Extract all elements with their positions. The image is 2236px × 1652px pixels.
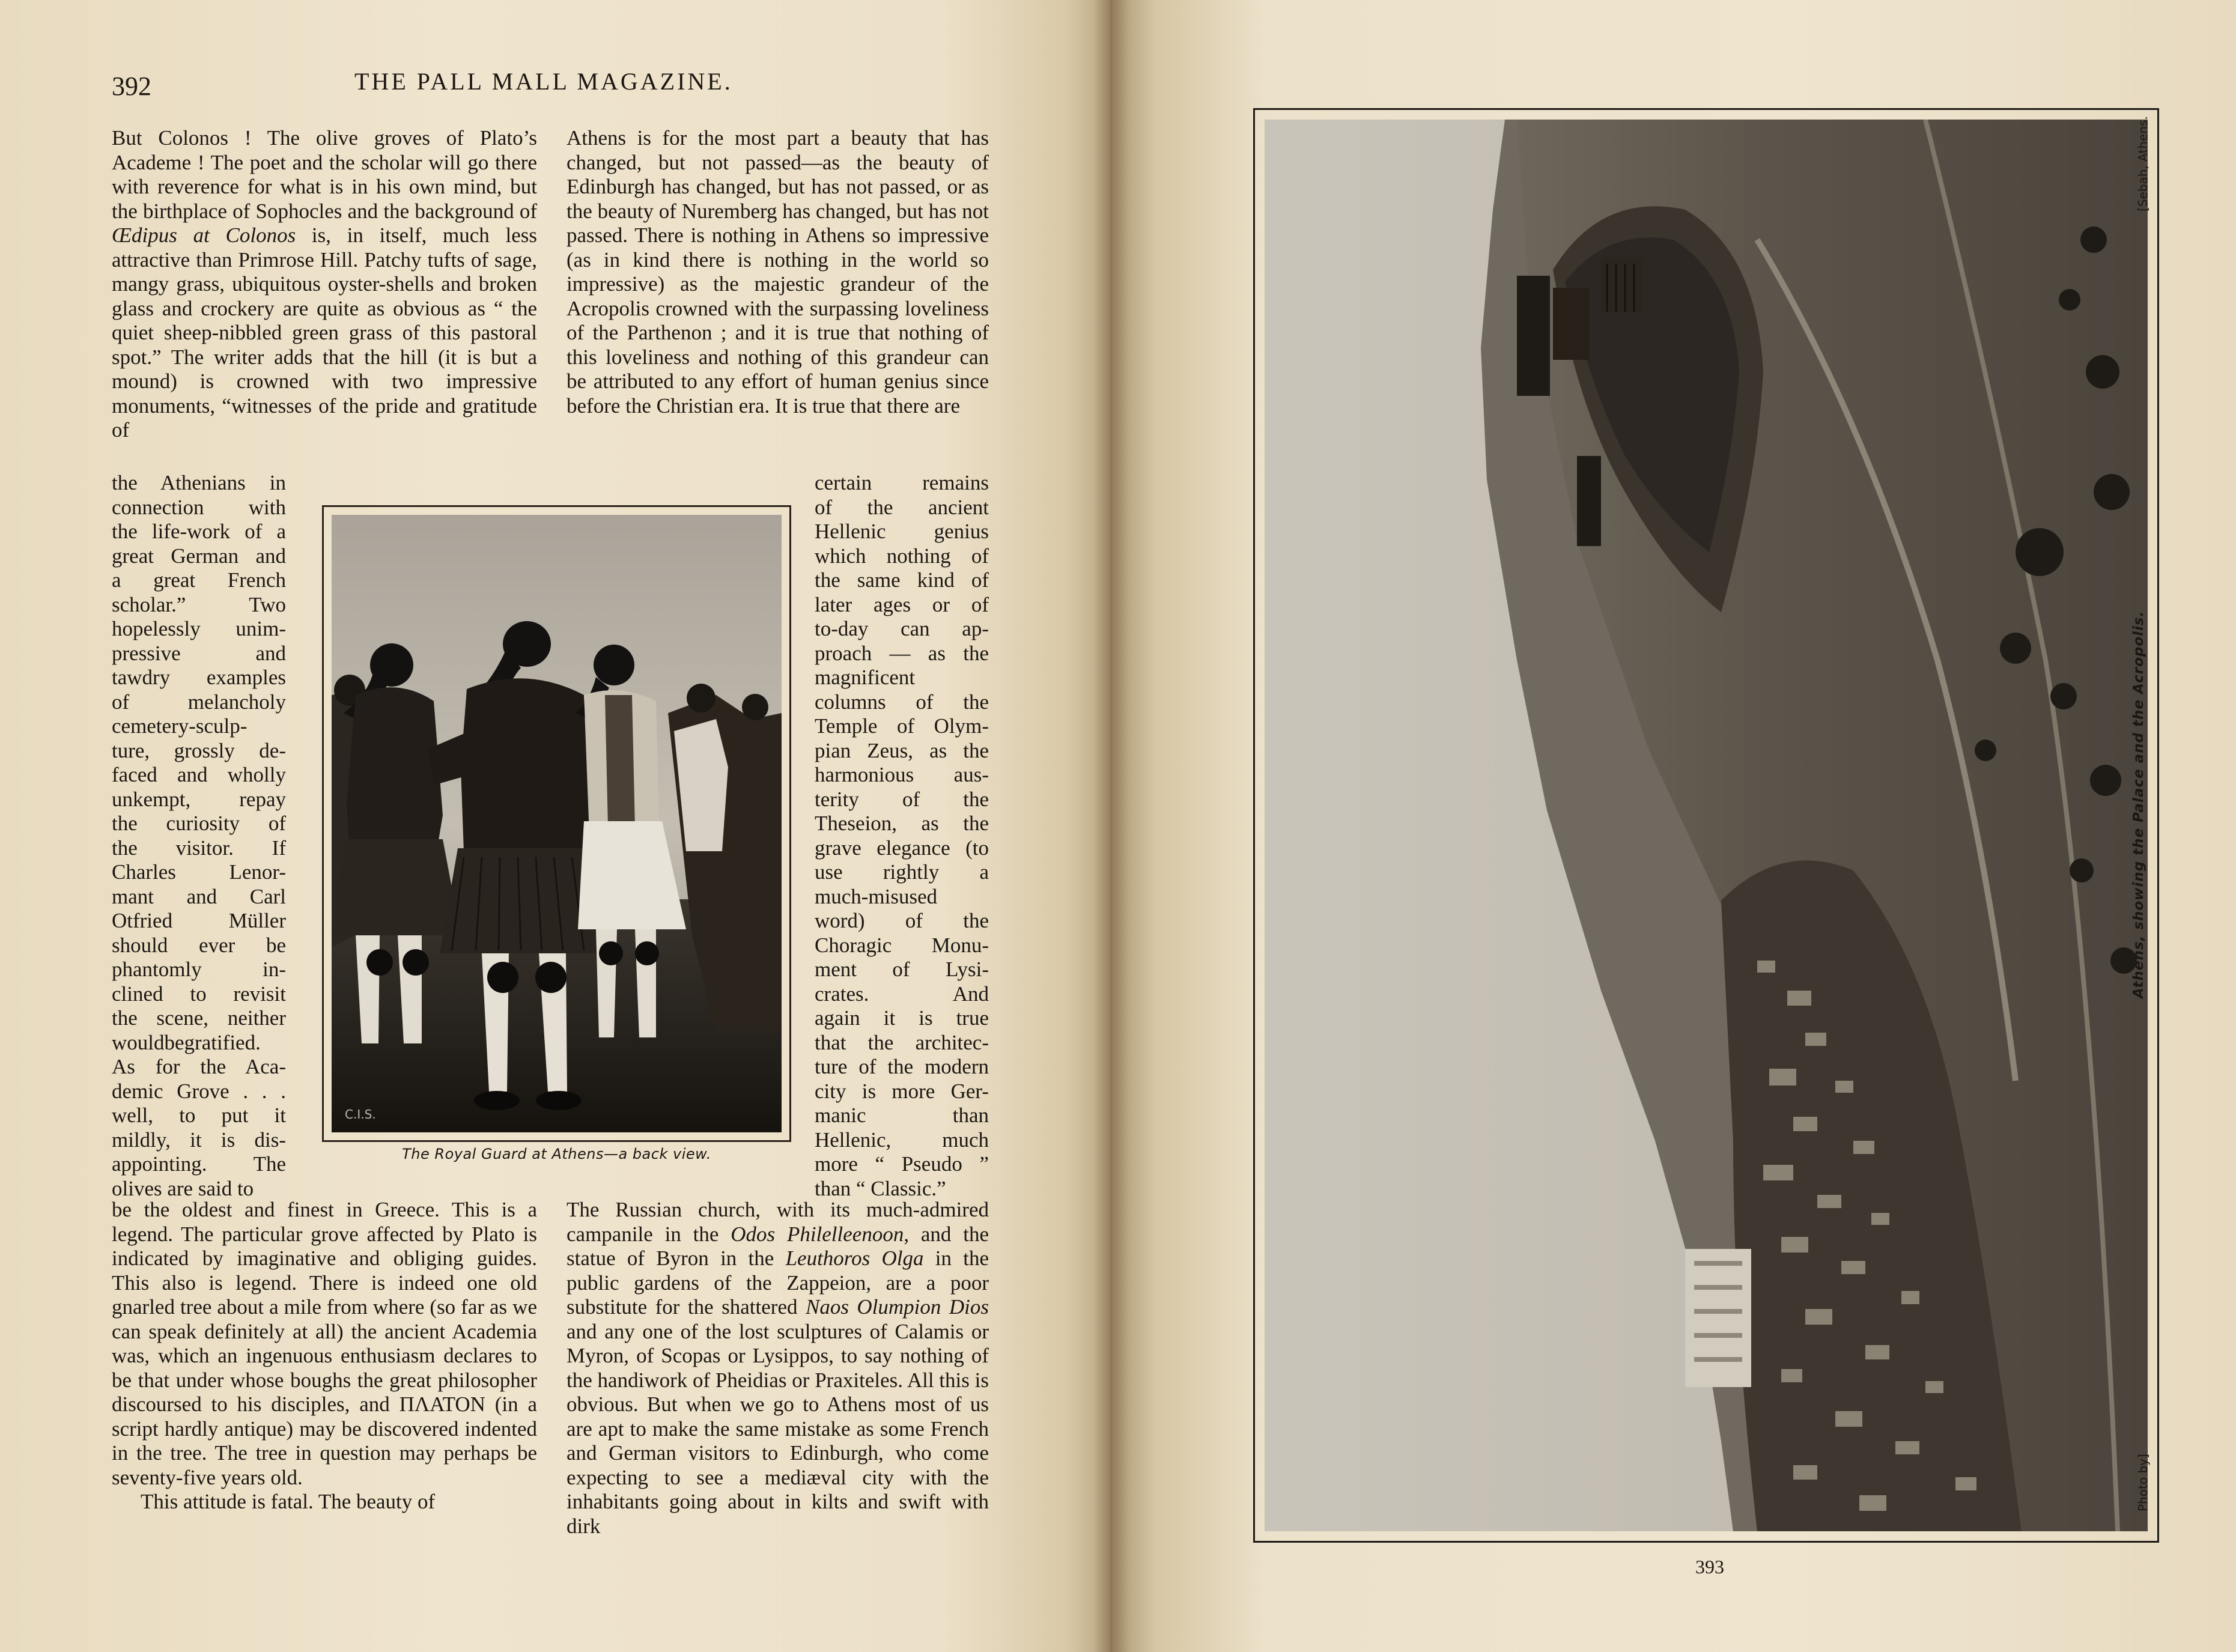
column-2-top <box>567 126 989 418</box>
gutter-shadow <box>1093 0 1129 1652</box>
photo-caption: The Royal Guard at Athens—a back view. <box>402 1146 711 1162</box>
col1-bottom-text: be the oldest and finest in Greece. This is a legend. The particular grove affected by Plato is indicated by imaginative and obliging guides. This also is legend. There is indeed one old gnarled tree about a mile from where (so far as we can speak definitely at all) the ancient Academia was, which an ingenuous enthusiasm declares to be that under whose boughs the great philosopher discoursed to his disciples, and ΠΛΑΤΟΝ (in a script hardly antique) may be discovered indented in the tree. The tree in question may perhaps be seventy-five years old. <box>112 1198 537 1489</box>
royal-guard-image <box>332 515 782 1132</box>
text-line: of the ancient <box>815 495 989 519</box>
text-line: well, to put it <box>112 1104 286 1127</box>
text-line: which nothing of <box>815 544 989 568</box>
text-line: a great French <box>112 568 286 592</box>
col2-top-text: Athens is for the most part a beauty that has changed, but not passed—as the beauty of Edinburgh has changed, but has not passed, or as the beauty of Nuremberg has changed, but has not passed. There is nothing in Athens so impressive (as in kind there is nothing in the world so impressive) as the majestic grandeur of the Acropolis crowned with the surpassing loveliness of the Parthenon ; and it is true that nothing of this loveliness and nothing of this grandeur can be attributed to any effort of human genius since before the Christian era. It is true that there are <box>567 126 989 418</box>
text-line: hopelessly unim- <box>112 617 286 640</box>
text-line: pressive and <box>112 641 286 665</box>
col2-bottom-text: The Russian church, with its much-admired campanile in the Odos Philelleenoon, and the statue of Byron in the Leuthoros Olga in the public gardens of the Zappeion, are a poor substitute for the shattered Naos Olumpion Dios and any one of the lost sculptures of Calamis or Myron, of Scopas or Lysippos, to say nothing of the handiwork of Pheidias or Praxiteles. All this is obvious. But when we go to Athens most of us are apt to make the same mistake as some French and German visitors to Edinburgh, who come expecting to see a mediæval city with the inhabitants going about in kilts and swift with dirk <box>567 1198 989 1538</box>
text-line: columns of the <box>815 690 989 714</box>
text-line: magnificent <box>815 666 916 689</box>
text-line: olives are said to <box>112 1176 254 1200</box>
text-line: appointing. The <box>112 1152 286 1176</box>
text-line: Temple of Olym- <box>815 714 989 738</box>
text-line: should ever be <box>112 933 286 957</box>
column-2-bottom <box>567 1198 989 1538</box>
text-line: Hellenic, much <box>815 1128 989 1152</box>
text-line: Otfried Müller <box>112 909 286 932</box>
text-line: Choragic Monu- <box>815 933 989 957</box>
royal-guard-photo <box>322 505 791 1142</box>
text-line: grave elegance (to <box>815 836 989 860</box>
text-line: of melancholy <box>112 690 286 714</box>
text-line: unkempt, repay <box>112 787 286 811</box>
running-head: THE PALL MALL MAGAZINE. <box>354 68 733 95</box>
text-line: great German and <box>112 544 286 568</box>
page-number-right: 393 <box>1695 1556 1724 1578</box>
text-line: faced and wholly <box>112 763 286 786</box>
text-line: to-day can ap- <box>815 617 989 640</box>
text-line: manic than <box>815 1104 989 1127</box>
text-line: harmonious aus- <box>815 763 989 786</box>
text-line: city is more Ger- <box>815 1079 989 1103</box>
athens-panorama-image <box>1265 120 2148 1531</box>
text-line: ture, grossly de- <box>112 738 286 762</box>
text-line: again it is true <box>815 1006 989 1030</box>
text-line: crates. And <box>815 982 989 1006</box>
text-line: scholar.” Two <box>112 592 286 616</box>
column-1-top <box>112 126 537 443</box>
text-line: the scene, neither <box>112 1006 286 1030</box>
column-1-bottom <box>112 1198 537 1514</box>
text-line: the life-work of a <box>112 520 286 543</box>
text-line: the visitor. If <box>112 836 286 860</box>
text-line: mant and Carl <box>112 884 286 908</box>
text-line: proach — as the <box>815 641 989 665</box>
text-line: demic Grove . . . <box>112 1079 286 1103</box>
text-line: much-misused <box>815 884 938 908</box>
text-line: that the architec- <box>815 1030 989 1054</box>
text-line: word) of the <box>815 909 989 932</box>
text-line: the Athenians in <box>112 471 286 494</box>
text-line: certain remains <box>815 471 989 494</box>
photo-credit-left: Photo by] <box>2136 1454 2150 1511</box>
text-line: mildly, it is dis- <box>112 1128 286 1152</box>
text-line: the same kind of <box>815 568 989 592</box>
text-line: Theseion, as the <box>815 812 989 835</box>
text-line: Charles Lenor- <box>112 860 286 884</box>
text-line: terity of the <box>815 787 989 811</box>
column-2-narrow <box>815 471 989 1201</box>
text-line: the curiosity of <box>112 812 286 835</box>
text-line: later ages or of <box>815 592 989 616</box>
text-line: clined to revisit <box>112 982 286 1006</box>
text-line: connection with <box>112 495 286 519</box>
text-line: ture of the modern <box>815 1055 989 1078</box>
col1-last-paragraph: This attitude is fatal. The beauty of <box>141 1490 436 1513</box>
page-number-left: 392 <box>112 71 151 101</box>
left-page <box>0 0 1110 1652</box>
text-line: wouldbegratified. <box>112 1030 261 1054</box>
column-1-narrow <box>112 471 286 1201</box>
text-line: phantomly in- <box>112 958 286 981</box>
svg-text:C.I.S.: C.I.S. <box>345 1107 376 1122</box>
text-line: As for the Aca- <box>112 1055 286 1078</box>
text-line: pian Zeus, as the <box>815 738 989 762</box>
text-line: more “ Pseudo ” <box>815 1152 989 1176</box>
plate-caption: Athens, showing the Palace and the Acropolis. <box>2131 610 2146 998</box>
text-line: tawdry examples <box>112 666 286 689</box>
athens-panorama-plate <box>1253 108 2159 1543</box>
text-line: Hellenic genius <box>815 520 989 543</box>
text-line: than “ Classic.” <box>815 1176 946 1200</box>
text-line: use rightly a <box>815 860 989 884</box>
text-line: cemetery-sculp- <box>112 714 248 738</box>
photo-credit-right: [Sebah, Athens. <box>2136 116 2150 211</box>
text-line: ment of Lysi- <box>815 958 989 981</box>
col1-top-text: But Colonos ! The olive groves of Plato’s Academe ! The poet and the scholar will go there with reverence for what is in his own mind, but the birthplace of Sophocles and the background of Œdipus at Colonos is, in itself, much less attractive than Primrose Hill. Patchy tufts of sage, mangy grass, ubiquitous oyster-shells and broken glass and crockery are quite as obvious as “ the quiet sheep-nibbled green grass of this pastoral spot.” The writer adds that the hill (it is but a mound) is crowned with two impressive monuments, “witnesses of the pride and gratitude of <box>112 126 538 442</box>
